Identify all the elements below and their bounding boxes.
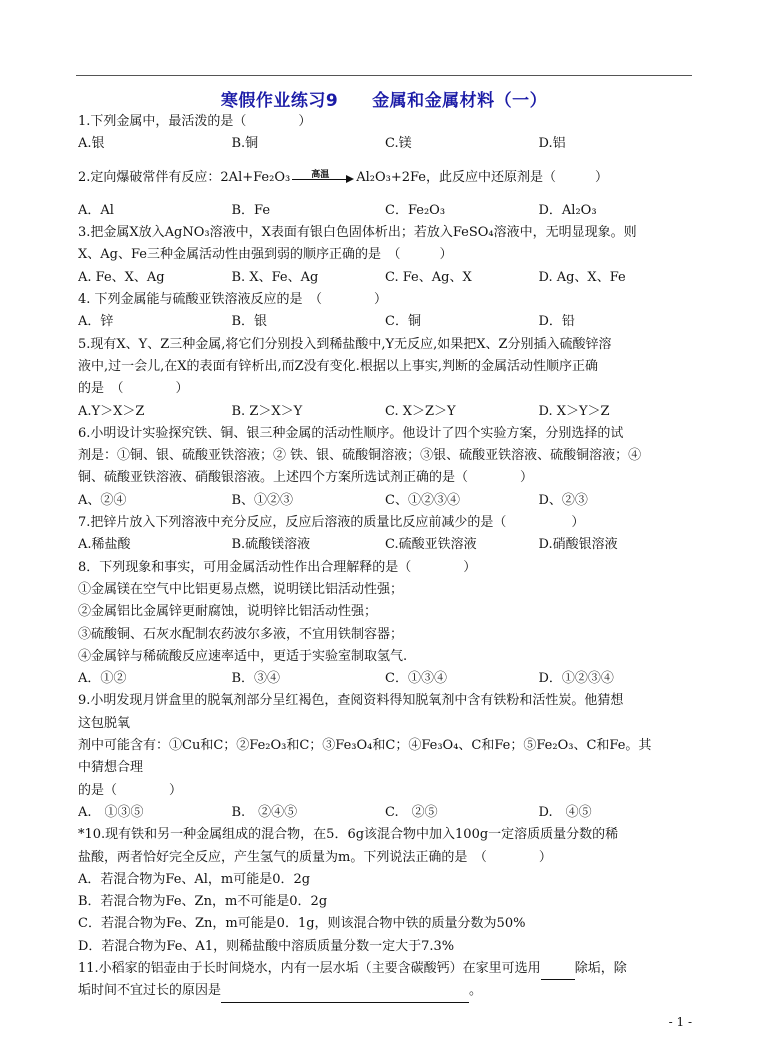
option: B. Z＞X＞Y bbox=[231, 403, 303, 419]
option: D. X＞Y＞Z bbox=[538, 403, 610, 419]
question-2-options bbox=[78, 200, 692, 222]
option: C.镁 bbox=[385, 136, 412, 152]
option: B．③④ bbox=[231, 671, 281, 687]
question-10-option: A．若混合物为Fe、Al，m可能是0．2g bbox=[78, 871, 311, 887]
option: D、②③ bbox=[538, 492, 588, 508]
question-9-line: 9.小明发现月饼盒里的脱氧剂部分呈红褐色，查阅资料得知脱氧剂中含有铁粉和活性炭。他猜想 bbox=[78, 693, 624, 709]
option: B、①②③ bbox=[231, 492, 294, 508]
option: D.铝 bbox=[538, 136, 566, 152]
title-part-2: 金属和金属材料（一） bbox=[372, 91, 548, 111]
option: C. Fe、Ag、X bbox=[385, 269, 472, 285]
option: A、②④ bbox=[78, 492, 127, 508]
option: C.硫酸亚铁溶液 bbox=[385, 537, 477, 553]
question-6-line: 剂是：①铜、银、硫酸亚铁溶液；② 铁、银、硫酸铜溶液；③银、硫酸亚铁溶液、硫酸铜溶液；④ bbox=[78, 448, 642, 464]
question-11-text: 。 bbox=[469, 983, 483, 999]
question-9-line: 这包脱氧 bbox=[78, 715, 131, 731]
option: A. ①③⑤ bbox=[78, 804, 144, 820]
page-number: - 1 - bbox=[668, 1015, 692, 1029]
option: C．①③④ bbox=[385, 671, 447, 687]
question-1-options bbox=[78, 133, 692, 155]
question-8-line: ②金属铝比金属锌更耐腐蚀，说明锌比铝活动性强； bbox=[78, 604, 378, 620]
option: D.硝酸银溶液 bbox=[538, 537, 618, 553]
question-2-stem bbox=[78, 167, 692, 189]
question-9-options bbox=[78, 802, 692, 824]
option: C、①②③④ bbox=[385, 492, 460, 508]
question-11-line bbox=[78, 980, 692, 1002]
option: A．Al bbox=[78, 202, 114, 218]
question-8-line: ①金属镁在空气中比铝更易点燃，说明镁比铝活动性强； bbox=[78, 581, 404, 597]
question-7-options bbox=[78, 534, 692, 556]
question-10-option: D．若混合物为Fe、A1，则稀盐酸中溶质质量分数一定大于7.3% bbox=[78, 938, 455, 954]
reaction-arrow-icon bbox=[292, 170, 354, 184]
question-11-line bbox=[78, 958, 692, 980]
option: D．Al₂O₃ bbox=[538, 202, 597, 218]
question-7-stem: 7.把锌片放入下列溶液中充分反应，反应后溶液的质量比反应前减少的是（ ） bbox=[78, 515, 585, 531]
question-11-text: 垢时间不宜过长的原因是 bbox=[78, 983, 222, 999]
option: B．Fe bbox=[231, 202, 271, 218]
question-6-line: 铜、硫酸亚铁溶液、硝酸银溶液。上述四个方案所选试剂正确的是（ ） bbox=[78, 470, 534, 486]
question-5-line: 的是 （ ） bbox=[78, 381, 189, 397]
option: A. Fe、X、Ag bbox=[78, 269, 165, 285]
option: A．①② bbox=[78, 671, 127, 687]
question-3-options bbox=[78, 267, 692, 289]
answer-blank[interactable] bbox=[541, 965, 575, 980]
question-9-line: 剂中可能含有：①Cu和C；②Fe₂O₃和C；③Fe₃O₄和C；④Fe₃O₄、C和Fe；⑤Fe₂O₃、C和Fe。其 bbox=[78, 738, 652, 754]
question-list bbox=[78, 111, 692, 1003]
question-5-options bbox=[78, 401, 692, 423]
title-part-1: 寒假作业练习9 bbox=[220, 91, 339, 111]
option: C．铜 bbox=[385, 314, 421, 330]
question-8-line: 8．下列现象和事实，可用金属活动性作出合理解释的是（ ） bbox=[78, 559, 477, 575]
question-6-options bbox=[78, 490, 692, 512]
answer-blank[interactable] bbox=[221, 988, 469, 1003]
question-8-line: ③硫酸铜、石灰水配制农药波尔多液，不宜用铁制容器； bbox=[78, 626, 404, 642]
option: C. ②⑤ bbox=[385, 804, 438, 820]
question-3-line: X、Ag、Fe三种金属活动性由强到弱的顺序正确的是 （ ） bbox=[78, 247, 453, 263]
question-2-stem-part: 2.定向爆破常伴有反应：2Al+Fe₂O₃ bbox=[78, 169, 291, 185]
question-10-option: B．若混合物为Fe、Zn，m不可能是0．2g bbox=[78, 894, 328, 910]
question-4-options bbox=[78, 311, 692, 333]
question-10-line: 盐酸，两者恰好完全反应，产生氢气的质量为m。下列说法正确的是 （ ） bbox=[78, 849, 552, 865]
question-11-text: 11.小稻家的铝壶由于长时间烧水，内有一层水垢（主要含碳酸钙）在家里可选用 bbox=[78, 960, 541, 976]
question-8-options bbox=[78, 668, 692, 690]
question-3-line: 3.把金属X放入AgNO₃溶液中，X表面有银白色固体析出；若放入FeSO₄溶液中，无明显现象。则 bbox=[78, 225, 637, 241]
header-rule bbox=[76, 75, 692, 76]
option: D. Ag、X、Fe bbox=[538, 269, 626, 285]
question-5-line: 5.现有X、Y、Z三种金属,将它们分别投入到稀盐酸中,Y无反应,如果把X、Z分别插入硫酸锌溶 bbox=[78, 336, 612, 352]
option: A.稀盐酸 bbox=[78, 537, 131, 553]
question-9-line: 中猜想合理 bbox=[78, 760, 144, 776]
reaction-condition: 高温 bbox=[311, 170, 330, 181]
option: D．①②③④ bbox=[538, 671, 614, 687]
option: A.银 bbox=[78, 136, 105, 152]
question-1-stem: 1.下列金属中，最活泼的是（ ） bbox=[78, 114, 312, 129]
page-title bbox=[76, 86, 692, 111]
question-5-line: 液中,过一会儿,在X的表面有锌析出,而Z没有变化.根据以上事实,判断的金属活动性顺序正确 bbox=[78, 358, 598, 374]
question-4-stem: 4. 下列金属能与硫酸亚铁溶液反应的是 （ ） bbox=[78, 292, 388, 308]
option: A.Y＞X＞Z bbox=[78, 403, 145, 419]
question-11-text: 除垢，除 bbox=[574, 960, 627, 976]
question-8-line: ④金属锌与稀硫酸反应速率适中，更适于实验室制取氢气. bbox=[78, 648, 408, 664]
option: A．锌 bbox=[78, 314, 114, 330]
question-6-line: 6.小明设计实验探究铁、铜、银三种金属的活动性顺序。他设计了四个实验方案，分别选择的试 bbox=[78, 425, 624, 441]
question-9-line: 的是（ ） bbox=[78, 782, 183, 798]
option: C．Fe₂O₃ bbox=[385, 202, 446, 218]
option: B．银 bbox=[231, 314, 268, 330]
question-2-stem-part: Al₂O₃+2Fe，此反应中还原剂是（ ） bbox=[356, 169, 608, 185]
option: C. X＞Z＞Y bbox=[385, 403, 456, 419]
option: B. X、Fe、Ag bbox=[231, 269, 319, 285]
question-10-option: C．若混合物为Fe、Zn，m可能是0．1g，则该混合物中铁的质量分数为50% bbox=[78, 916, 526, 932]
option: D．铅 bbox=[538, 314, 575, 330]
option: B.硫酸镁溶液 bbox=[231, 537, 311, 553]
question-10-line: *10.现有铁和另一种金属组成的混合物，在5．6g该混合物中加入100g一定溶质质量分数的稀 bbox=[78, 827, 619, 843]
option: B.铜 bbox=[231, 136, 259, 152]
option: B. ②④⑤ bbox=[231, 804, 298, 820]
option: D. ④⑤ bbox=[538, 804, 592, 820]
